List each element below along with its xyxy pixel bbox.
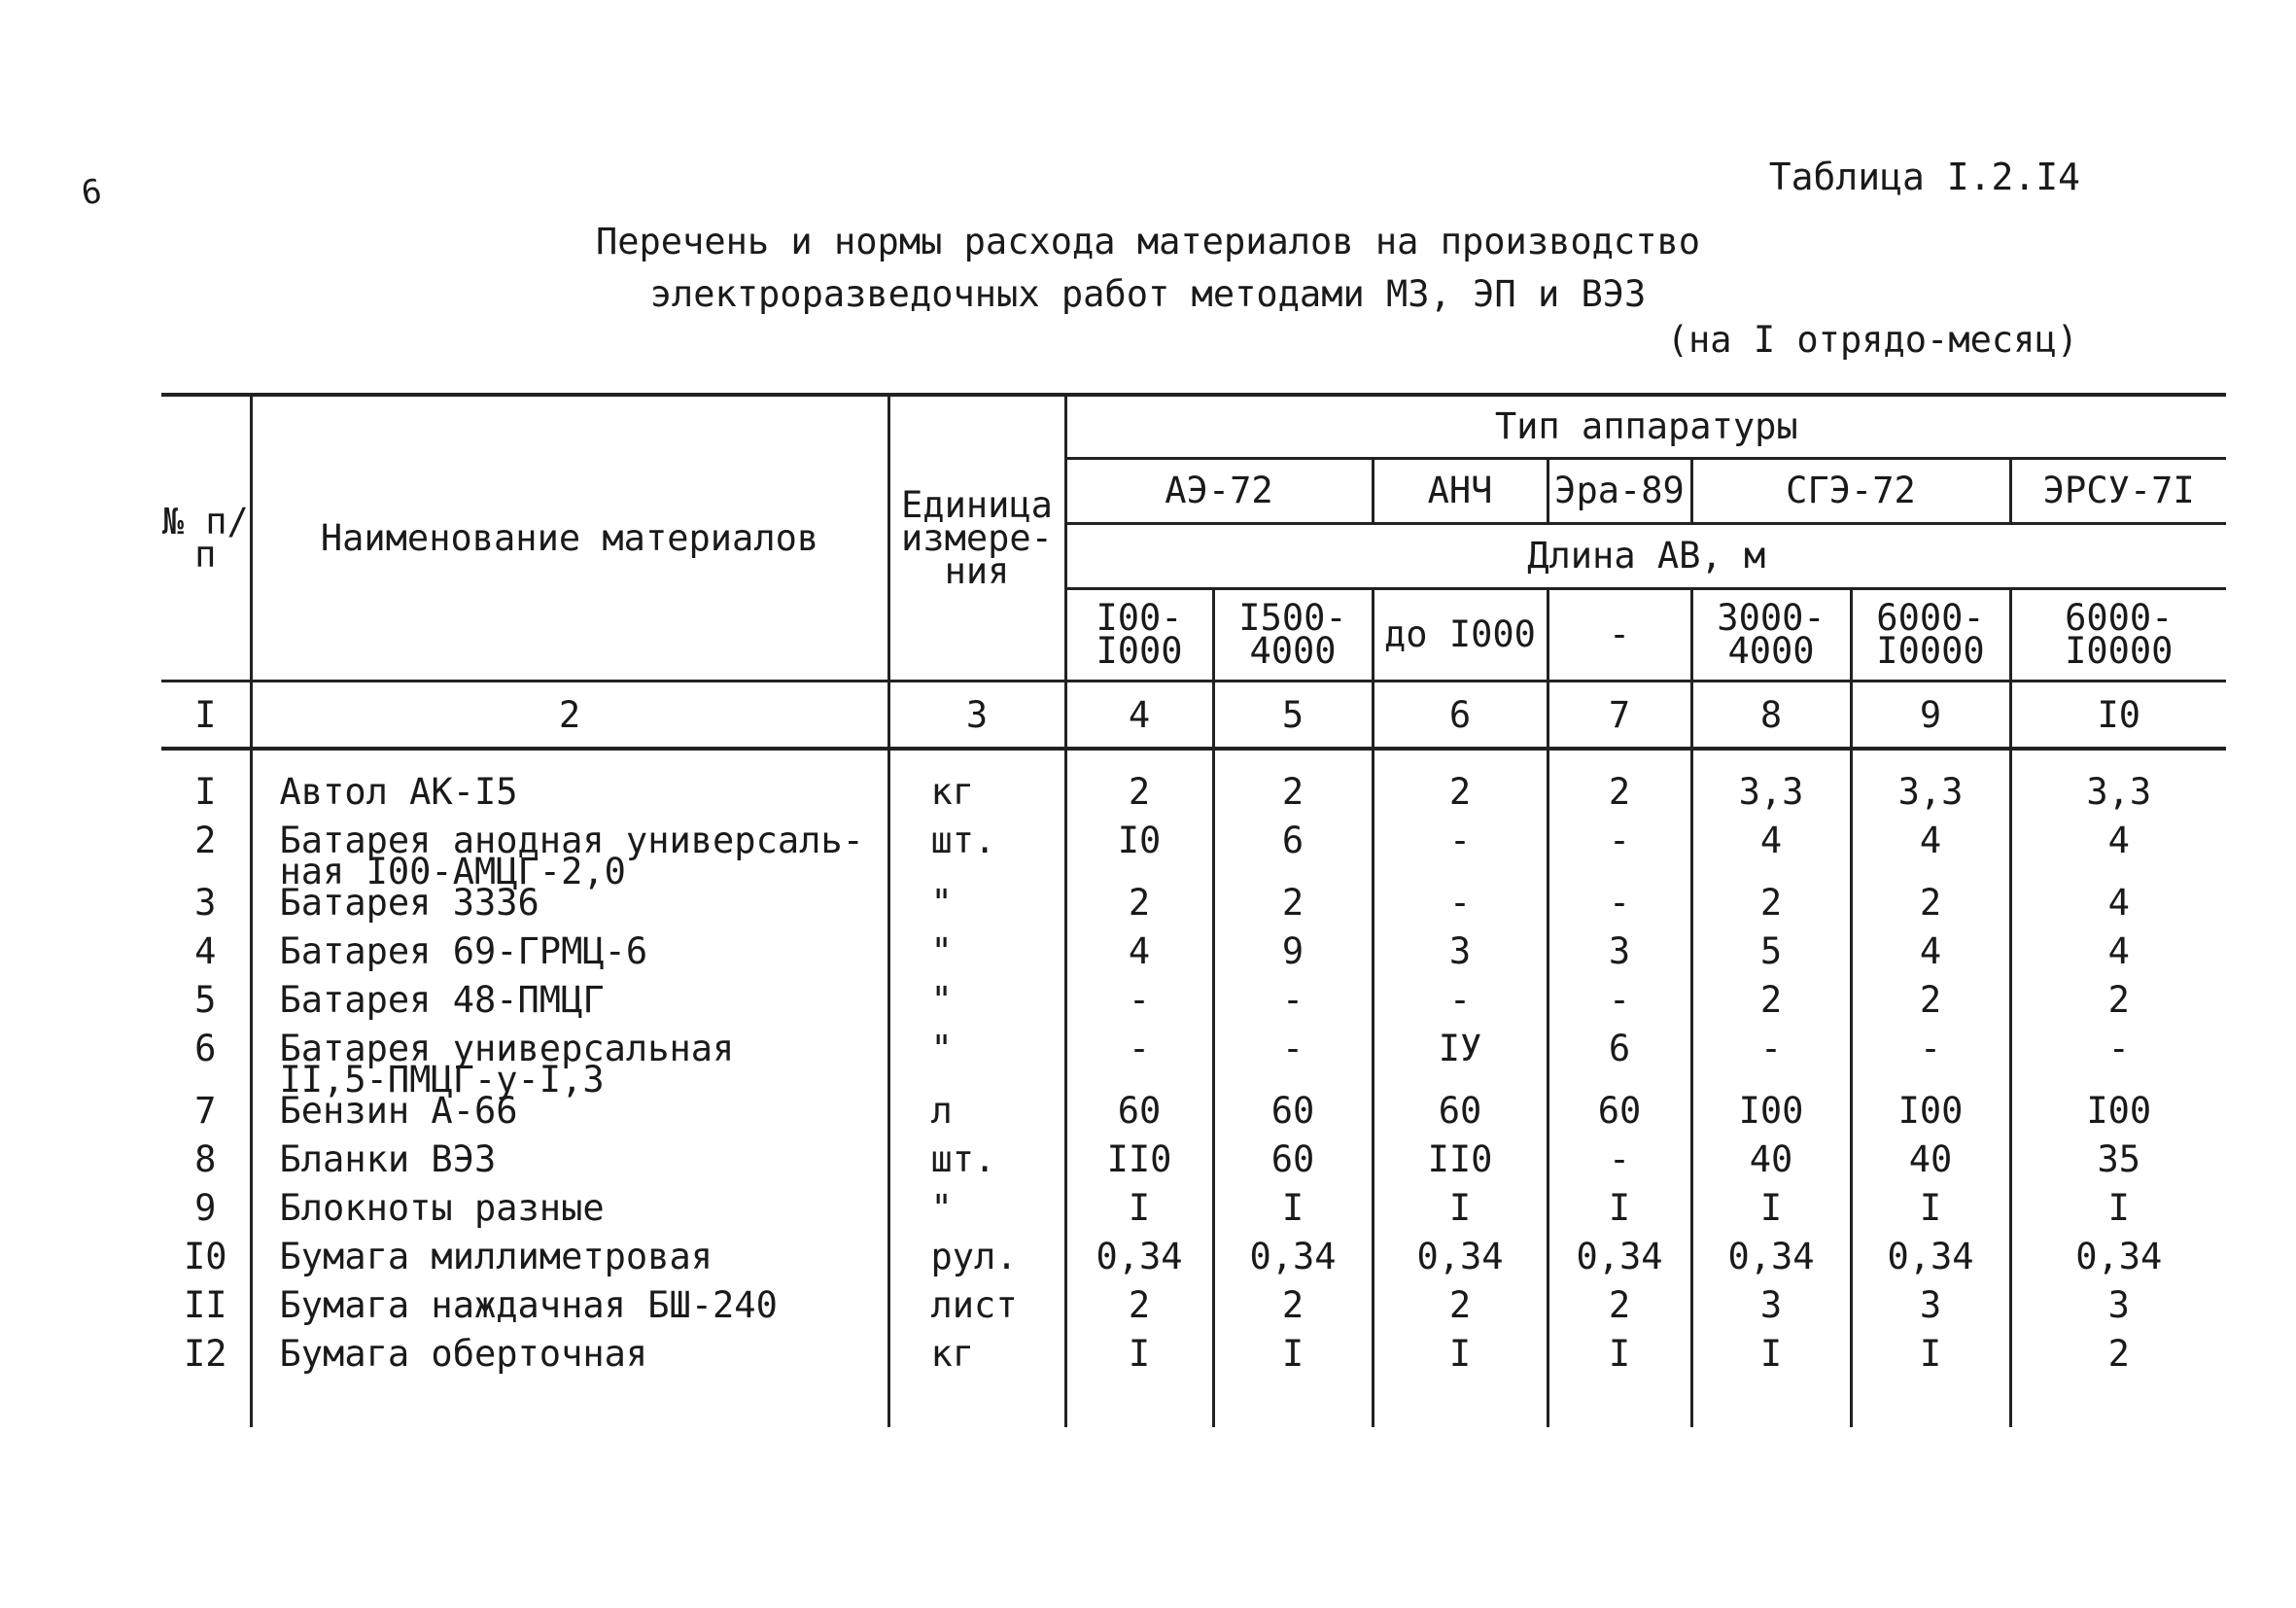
value-cell: 2 (1548, 1289, 1691, 1338)
value-cell: 40 (1851, 1143, 2010, 1192)
value-cell: 2 (1548, 776, 1691, 824)
material-name-line: Автол АК-I5 (279, 771, 518, 813)
unit-cell: шт. (888, 1143, 1065, 1192)
value-cell: 2 (1373, 1289, 1548, 1338)
unit-cell: кг (888, 776, 1065, 824)
header-equipment-type: Тип аппаратуры (1065, 395, 2226, 459)
material-name (251, 979, 888, 1032)
value-cell: 3,3 (1851, 776, 2010, 824)
value-cell: II0 (1373, 1143, 1548, 1192)
value-cell: - (1065, 984, 1213, 1032)
material-name (251, 1028, 888, 1101)
value-cell: 3 (1548, 935, 1691, 984)
table-body (161, 749, 2226, 1427)
material-name-line: II,5-ПМЦГ-у-I,3 (279, 1059, 605, 1101)
value-cell: I (2010, 1192, 2226, 1241)
column-number: 6 (1373, 682, 1548, 750)
column-number: 2 (251, 682, 888, 750)
row-number: II (183, 1284, 227, 1326)
value-cell: 60 (1213, 1095, 1373, 1143)
value-cell: - (1373, 984, 1548, 1032)
header-range: до I000 (1373, 589, 1548, 682)
spacer-cell (1691, 1386, 1851, 1427)
value-cell: - (1065, 1032, 1213, 1095)
row-number: 2 (194, 820, 217, 861)
value-cell: 2 (2010, 1338, 2226, 1386)
table-title (0, 216, 2296, 321)
material-name (251, 771, 888, 824)
material-name (251, 1187, 888, 1241)
material-name-line: Батарея анодная универсаль- (279, 820, 864, 861)
value-cell: 0,34 (1548, 1241, 1691, 1289)
material-name (251, 1138, 888, 1192)
value-cell: 4 (1851, 824, 2010, 887)
value-cell: 2 (1851, 887, 2010, 935)
header-device: СГЭ-72 (1691, 459, 2010, 524)
column-number: 4 (1065, 682, 1213, 750)
value-cell: 9 (1213, 935, 1373, 984)
material-name-line: Блокноты разные (279, 1187, 605, 1229)
value-cell: 4 (2010, 935, 2226, 984)
value-cell: 2 (1213, 1289, 1373, 1338)
material-name-line: Бумага миллиметровая (279, 1236, 713, 1277)
column-number: 3 (888, 682, 1065, 750)
value-cell: 3 (1691, 1289, 1851, 1338)
spacer-cell (1213, 1386, 1373, 1427)
value-cell: 0,34 (1373, 1241, 1548, 1289)
unit-cell: шт. (888, 824, 1065, 887)
table-row (161, 1338, 2226, 1386)
value-cell: 60 (1373, 1095, 1548, 1143)
value-cell: 4 (1065, 935, 1213, 984)
value-cell: - (1548, 824, 1691, 887)
value-cell: 3,3 (2010, 776, 2226, 824)
unit-cell: " (888, 935, 1065, 984)
material-name-line: Бумага наждачная БШ-240 (279, 1284, 778, 1326)
value-cell: - (2010, 1032, 2226, 1095)
table-row (161, 935, 2226, 984)
value-cell: 60 (1065, 1095, 1213, 1143)
value-cell: 2 (1691, 887, 1851, 935)
row-number: 6 (194, 1028, 217, 1069)
value-cell: - (1548, 1143, 1691, 1192)
header-range: 3000- 4000 (1691, 589, 1851, 682)
value-cell: 0,34 (1213, 1241, 1373, 1289)
material-name (251, 1090, 888, 1143)
value-cell: 3 (2010, 1289, 2226, 1338)
row-number: I2 (183, 1333, 227, 1375)
value-cell: 60 (1213, 1143, 1373, 1192)
unit-cell: рул. (888, 1241, 1065, 1289)
value-cell: 4 (2010, 887, 2226, 935)
header-unit: Единица измере- ния (888, 395, 1065, 682)
value-cell: 0,34 (2010, 1241, 2226, 1289)
value-cell: 2 (1065, 887, 1213, 935)
value-cell: I (1213, 1338, 1373, 1386)
value-cell: I (1213, 1192, 1373, 1241)
value-cell: - (1548, 984, 1691, 1032)
table-row (161, 1143, 2226, 1192)
column-number: I0 (2010, 682, 2226, 750)
column-number: 7 (1548, 682, 1691, 750)
table-subtitle: (на I отрядо-месяц) (1666, 319, 2078, 361)
material-name-line: Бензин А-66 (279, 1090, 518, 1132)
value-cell: 6 (1213, 824, 1373, 887)
row-number: 8 (194, 1138, 217, 1180)
row-number: 3 (194, 882, 217, 924)
material-name-line: Батарея 3336 (279, 882, 539, 924)
value-cell: 5 (1691, 935, 1851, 984)
value-cell: 4 (2010, 824, 2226, 887)
spacer-cell (161, 1386, 251, 1427)
header-name: Наименование материалов (251, 395, 888, 682)
value-cell: II0 (1065, 1143, 1213, 1192)
table-row (161, 1032, 2226, 1095)
row-number: 7 (194, 1090, 217, 1132)
header-length: Длина АВ, м (1065, 524, 2226, 589)
row-number: 9 (194, 1187, 217, 1229)
material-name-line: Бланки ВЭЗ (279, 1138, 497, 1180)
table-number: Таблица I.2.I4 (1768, 156, 2080, 198)
spacer-row (161, 1386, 2226, 1427)
unit-cell: " (888, 984, 1065, 1032)
value-cell: 2 (1373, 776, 1548, 824)
value-cell: I (1548, 1192, 1691, 1241)
value-cell: 2 (1213, 887, 1373, 935)
header-device: АНЧ (1373, 459, 1548, 524)
material-name (251, 882, 888, 935)
header-range: I00- I000 (1065, 589, 1213, 682)
value-cell: I00 (1851, 1095, 2010, 1143)
value-cell: 3 (1373, 935, 1548, 984)
header-device: ЭРСУ-7I (2010, 459, 2226, 524)
value-cell: 0,34 (1691, 1241, 1851, 1289)
header-num: № п/п (161, 395, 251, 682)
row-number: I (194, 771, 217, 813)
column-number: 5 (1213, 682, 1373, 750)
value-cell: - (1213, 1032, 1373, 1095)
value-cell: 2 (1691, 984, 1851, 1032)
value-cell: 3 (1851, 1289, 2010, 1338)
value-cell: 35 (2010, 1143, 2226, 1192)
table-row (161, 984, 2226, 1032)
value-cell: 6 (1548, 1032, 1691, 1095)
value-cell: I (1691, 1192, 1851, 1241)
value-cell: 2 (1065, 776, 1213, 824)
value-cell: 4 (1691, 824, 1851, 887)
table-row (161, 776, 2226, 824)
value-cell: 2 (1213, 776, 1373, 824)
header-range: 6000- I0000 (2010, 589, 2226, 682)
header-device: АЭ-72 (1065, 459, 1373, 524)
unit-cell: л (888, 1095, 1065, 1143)
value-cell: 2 (1065, 1289, 1213, 1338)
value-cell: I (1851, 1338, 2010, 1386)
table-header (161, 395, 2226, 682)
value-cell: 4 (1851, 935, 2010, 984)
column-numbers-row (161, 682, 2226, 750)
title-line: Перечень и нормы расхода материалов на производство (595, 221, 1701, 262)
value-cell: I (1851, 1192, 2010, 1241)
value-cell: - (1213, 984, 1373, 1032)
spacer-cell (1373, 1386, 1548, 1427)
value-cell: I (1548, 1338, 1691, 1386)
table-row (161, 1095, 2226, 1143)
value-cell: 40 (1691, 1143, 1851, 1192)
spacer-cell (1548, 1386, 1691, 1427)
column-number: 9 (1851, 682, 2010, 750)
unit-cell: " (888, 1192, 1065, 1241)
value-cell: I (1373, 1338, 1548, 1386)
row-number: 5 (194, 979, 217, 1021)
row-number: I0 (183, 1236, 227, 1277)
spacer-cell (1851, 1386, 2010, 1427)
value-cell: 3,3 (1691, 776, 1851, 824)
material-name (251, 1236, 888, 1289)
material-name-line: Бумага оберточная (279, 1333, 648, 1375)
unit-cell: лист (888, 1289, 1065, 1338)
spacer-cell (2010, 1386, 2226, 1427)
header-range: 6000- I0000 (1851, 589, 2010, 682)
value-cell: - (1691, 1032, 1851, 1095)
unit-cell: " (888, 1032, 1065, 1095)
table-row (161, 824, 2226, 887)
material-name-line: Батарея универсальная (279, 1028, 735, 1069)
value-cell: I (1065, 1338, 1213, 1386)
value-cell: 2 (2010, 984, 2226, 1032)
title-line: электроразведочных работ методами МЗ, ЭП и ВЭЗ (649, 273, 1647, 315)
table-row (161, 1192, 2226, 1241)
value-cell: - (1548, 887, 1691, 935)
material-name (251, 1333, 888, 1386)
value-cell: I (1373, 1192, 1548, 1241)
value-cell: 2 (1851, 984, 2010, 1032)
table-row (161, 1289, 2226, 1338)
spacer-cell (251, 1386, 888, 1427)
column-number: 8 (1691, 682, 1851, 750)
material-name (251, 930, 888, 984)
value-cell: I00 (2010, 1095, 2226, 1143)
column-number: I (161, 682, 251, 750)
header-range: I500- 4000 (1213, 589, 1373, 682)
spacer-cell (888, 1386, 1065, 1427)
materials-table-wrapper (161, 393, 2226, 1427)
unit-cell: " (888, 887, 1065, 935)
value-cell: - (1373, 824, 1548, 887)
spacer-cell (888, 749, 1065, 776)
value-cell: 60 (1548, 1095, 1691, 1143)
value-cell: I (1065, 1192, 1213, 1241)
value-cell: IУ (1373, 1032, 1548, 1095)
material-name (251, 1284, 888, 1338)
value-cell: - (1373, 887, 1548, 935)
value-cell: I0 (1065, 824, 1213, 887)
table-row (161, 1241, 2226, 1289)
material-name-line: Батарея 69-ГРМЦ-6 (279, 930, 648, 972)
spacer-cell (1065, 1386, 1213, 1427)
material-name-line: Батарея 48-ПМЦГ (279, 979, 605, 1021)
value-cell: I00 (1691, 1095, 1851, 1143)
material-name (251, 820, 888, 892)
value-cell: I (1691, 1338, 1851, 1386)
page-mark: 6 (79, 171, 105, 214)
value-cell: 0,34 (1065, 1241, 1213, 1289)
table-row (161, 887, 2226, 935)
header-range: - (1548, 589, 1691, 682)
material-name-line: ная I00-АМЦГ-2,0 (279, 851, 626, 892)
materials-table (161, 393, 2226, 1427)
header-device: Эра-89 (1548, 459, 1691, 524)
unit-cell: кг (888, 1338, 1065, 1386)
row-number: 4 (194, 930, 217, 972)
value-cell: 0,34 (1851, 1241, 2010, 1289)
value-cell: - (1851, 1032, 2010, 1095)
